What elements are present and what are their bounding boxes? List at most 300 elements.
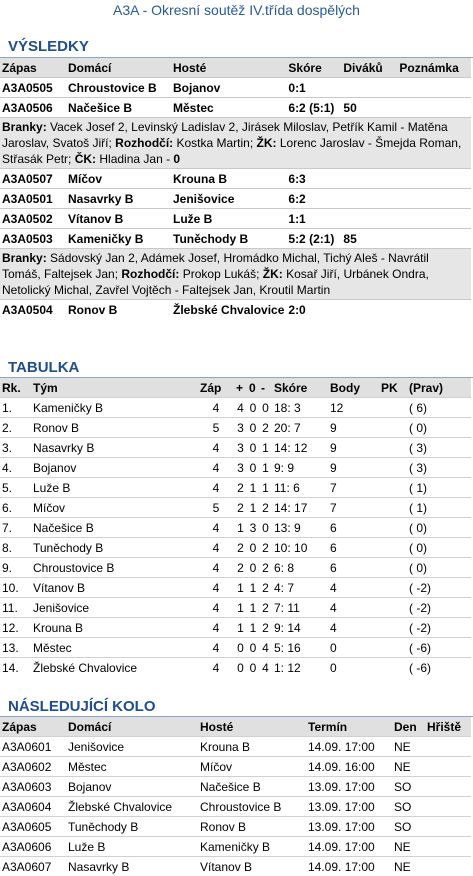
match-spectators [341,189,397,209]
standings-played: 4 [198,518,234,538]
detail-text: Sádovský Jan 2, Adámek Josef, Hromádko Michal, Tichý Aleš - Navrátil Tomáš, Faltejsek Jan; [2,251,429,281]
standings-losses: 1 [259,438,272,458]
standings-played: 4 [198,478,234,498]
standings-goals: 10: 10 [272,538,328,558]
standings-wins: 2 [234,538,247,558]
standings-played: 4 [198,398,234,418]
detail-label: ČK: [75,152,96,166]
standings-team: Luže B [31,478,198,498]
standings-pk [379,558,407,578]
match-home: Vítanov B [66,209,171,229]
column-header: Hřiště [425,717,471,737]
standings-row [0,578,471,598]
results-heading: VÝSLEDKY [8,38,89,55]
fixture-id: A3A0602 [0,757,66,777]
column-header: Hosté [198,717,306,737]
standings-pk [379,538,407,558]
standings-losses: 2 [259,598,272,618]
standings-pk [379,598,407,618]
standings-pk [379,578,407,598]
standings-draws: 0 [247,658,259,678]
fixture-row [0,737,471,757]
standings-losses: 1 [259,478,272,498]
detail-text: Prokop Lukáš; [179,267,262,281]
standings-points: 4 [328,578,379,598]
standings-wins: 2 [234,478,247,498]
standings-team: Vítanov B [31,578,198,598]
detail-label: ŽK: [257,136,277,150]
standings-played: 4 [198,658,234,678]
column-header: Termín [306,717,392,737]
column-header: Skóre [272,378,328,398]
match-spectators [341,209,397,229]
match-note [397,98,471,118]
standings-played: 4 [198,638,234,658]
standings-row [0,498,471,518]
standings-row [0,638,471,658]
fixture-date: 14.09. 16:00 [306,757,392,777]
standings-played: 4 [198,538,234,558]
fixture-day: SO [392,777,425,797]
match-away: Luže B [171,209,286,229]
standings-points: 9 [328,418,379,438]
standings-points: 7 [328,498,379,518]
standings-team: Jenišovice [31,598,198,618]
match-id: A3A0501 [0,189,66,209]
column-header: Skóre [286,58,341,78]
match-score: 6:2 (5:1) [286,98,341,118]
standings-goals: 5: 16 [272,638,328,658]
standings-row [0,538,471,558]
standings-wins: 0 [234,658,247,678]
column-header: (Prav) [407,378,471,398]
standings-adjust: ( 3) [407,458,471,478]
match-note [397,300,471,320]
standings-points: 9 [328,458,379,478]
standings-draws: 0 [247,538,259,558]
match-details [0,118,471,169]
next-round-heading: NÁSLEDUJÍCÍ KOLO [8,698,156,715]
standings-draws: 0 [247,638,259,658]
standings-rank: 10. [0,578,31,598]
standings-points: 9 [328,438,379,458]
standings-losses: 1 [259,458,272,478]
fixture-row [0,757,471,777]
fixture-venue [425,817,471,837]
standings-adjust: ( 1) [407,498,471,518]
standings-losses: 2 [259,578,272,598]
match-home: Načešice B [66,98,171,118]
standings-row [0,478,471,498]
standings-adjust: ( -6) [407,658,471,678]
standings-goals: 9: 14 [272,618,328,638]
standings-table [0,378,471,677]
standings-team: Bojanov [31,458,198,478]
column-header: Domácí [66,58,171,78]
standings-pk [379,418,407,438]
detail-label: 0 [173,152,180,166]
fixture-date: 13.09. 17:00 [306,817,392,837]
fixture-home: Městec [66,757,198,777]
match-spectators: 85 [341,229,397,249]
standings-played: 4 [198,578,234,598]
match-id: A3A0504 [0,300,66,320]
match-home: Chroustovice B [66,78,171,98]
match-row [0,300,471,320]
standings-goals: 6: 8 [272,558,328,578]
standings-adjust: ( 3) [407,438,471,458]
standings-points: 4 [328,618,379,638]
results-header-row [0,58,471,78]
standings-pk [379,458,407,478]
standings-pk [379,658,407,678]
standings-rank: 9. [0,558,31,578]
fixture-row [0,777,471,797]
standings-adjust: ( 0) [407,558,471,578]
standings-losses: 0 [259,518,272,538]
fixture-venue [425,837,471,857]
match-note [397,189,471,209]
standings-played: 4 [198,438,234,458]
standings-points: 12 [328,398,379,418]
standings-wins: 3 [234,458,247,478]
standings-rank: 13. [0,638,31,658]
standings-points: 4 [328,598,379,618]
standings-pk [379,638,407,658]
fixture-row [0,797,471,817]
standings-adjust: ( 0) [407,518,471,538]
match-note [397,209,471,229]
column-header: Poznámka [397,58,471,78]
detail-text: Lorenc Jaroslav - Šmejda Roman, Střasák Petr; [2,136,461,166]
standings-goals: 7: 11 [272,598,328,618]
standings-goals: 14: 12 [272,438,328,458]
fixture-away: Ronov B [198,817,306,837]
fixture-home: Luže B [66,837,198,857]
fixture-id: A3A0606 [0,837,66,857]
fixture-venue [425,797,471,817]
column-header: Domácí [66,717,198,737]
match-row [0,169,471,189]
match-note [397,169,471,189]
standings-team: Městec [31,638,198,658]
standings-row [0,418,471,438]
column-header: Rk. [0,378,31,398]
match-spectators: 50 [341,98,397,118]
standings-played: 4 [198,598,234,618]
fixture-venue [425,777,471,797]
detail-label: Rozhodčí: [115,136,173,150]
fixture-row [0,817,471,837]
results-table [0,58,471,319]
standings-row [0,398,471,418]
standings-pk [379,398,407,418]
standings-wins: 1 [234,578,247,598]
standings-pk [379,618,407,638]
standings-played: 4 [198,458,234,478]
standings-wins: 3 [234,418,247,438]
standings-adjust: ( 6) [407,398,471,418]
fixture-home: Nasavrky B [66,857,198,876]
standings-played: 4 [198,558,234,578]
fixture-away: Kameničky B [198,837,306,857]
standings-header-row [0,378,471,398]
standings-draws: 1 [247,478,259,498]
match-score: 2:0 [286,300,341,320]
standings-draws: 1 [247,598,259,618]
match-details-row [0,118,471,169]
standings-draws: 1 [247,498,259,518]
match-score: 5:2 (2:1) [286,229,341,249]
match-note [397,229,471,249]
standings-adjust: ( -2) [407,598,471,618]
match-home: Nasavrky B [66,189,171,209]
match-away: Jenišovice [171,189,286,209]
match-score: 6:3 [286,169,341,189]
fixture-home: Bojanov [66,777,198,797]
standings-goals: 18: 3 [272,398,328,418]
column-header: Diváků [341,58,397,78]
standings-row [0,458,471,478]
standings-adjust: ( 0) [407,538,471,558]
standings-pk [379,498,407,518]
fixture-day: SO [392,817,425,837]
match-id: A3A0502 [0,209,66,229]
fixture-day: NE [392,757,425,777]
column-header: Body [328,378,379,398]
fixture-venue [425,737,471,757]
fixture-venue [425,757,471,777]
standings-adjust: ( -2) [407,578,471,598]
standings-goals: 20: 7 [272,418,328,438]
standings-played: 5 [198,498,234,518]
match-home: Ronov B [66,300,171,320]
standings-wins: 1 [234,518,247,538]
match-row [0,229,471,249]
column-header: 0 [247,378,259,398]
standings-wins: 4 [234,398,247,418]
column-header: Zápas [0,58,66,78]
standings-goals: 11: 6 [272,478,328,498]
standings-wins: 3 [234,438,247,458]
standings-rank: 11. [0,598,31,618]
match-id: A3A0503 [0,229,66,249]
standings-points: 0 [328,658,379,678]
fixture-id: A3A0603 [0,777,66,797]
match-spectators [341,169,397,189]
standings-team: Nasavrky B [31,438,198,458]
fixture-date: 14.09. 17:00 [306,737,392,757]
match-id: A3A0507 [0,169,66,189]
standings-wins: 2 [234,558,247,578]
standings-rank: 8. [0,538,31,558]
standings-points: 6 [328,538,379,558]
standings-team: Tuněchody B [31,538,198,558]
detail-label: Rozhodčí: [121,267,179,281]
fixture-day: SO [392,797,425,817]
match-away: Tuněchody B [171,229,286,249]
standings-goals: 9: 9 [272,458,328,478]
fixture-id: A3A0604 [0,797,66,817]
standings-losses: 4 [259,658,272,678]
fixture-date: 14.09. 17:00 [306,837,392,857]
match-away: Krouna B [171,169,286,189]
standings-wins: 2 [234,498,247,518]
detail-text: Hladina Jan - [96,152,173,166]
match-score: 0:1 [286,78,341,98]
standings-row [0,518,471,538]
standings-rank: 14. [0,658,31,678]
standings-pk [379,478,407,498]
match-away: Bojanov [171,78,286,98]
match-id: A3A0505 [0,78,66,98]
detail-label: ŽK: [263,267,283,281]
next-round-header-row [0,717,471,737]
standings-heading: TABULKA [8,359,79,376]
fixture-date: 13.09. 17:00 [306,797,392,817]
standings-rank: 7. [0,518,31,538]
standings-team: Kameničky B [31,398,198,418]
standings-team: Krouna B [31,618,198,638]
fixture-home: Tuněchody B [66,817,198,837]
column-header: + [234,378,247,398]
standings-rank: 12. [0,618,31,638]
detail-label: Branky: [2,120,47,134]
standings-played: 4 [198,618,234,638]
standings-losses: 4 [259,638,272,658]
match-score: 1:1 [286,209,341,229]
standings-draws: 0 [247,438,259,458]
standings-pk [379,518,407,538]
fixture-row [0,857,471,876]
match-home: Míčov [66,169,171,189]
fixture-venue [425,857,471,876]
match-details [0,249,471,300]
standings-rank: 6. [0,498,31,518]
standings-adjust: ( 0) [407,418,471,438]
standings-goals: 14: 17 [272,498,328,518]
match-score: 6:2 [286,189,341,209]
page-title: A3A - Okresní soutěž IV.třída dospělých [0,2,473,18]
standings-adjust: ( -6) [407,638,471,658]
standings-row [0,598,471,618]
column-header: - [259,378,272,398]
match-row [0,98,471,118]
fixture-row [0,837,471,857]
standings-wins: 1 [234,618,247,638]
match-row [0,189,471,209]
standings-wins: 1 [234,598,247,618]
fixture-date: 14.09. 17:00 [306,857,392,876]
standings-losses: 2 [259,618,272,638]
fixture-home: Jenišovice [66,737,198,757]
fixture-day: NE [392,857,425,876]
standings-draws: 0 [247,458,259,478]
standings-points: 6 [328,518,379,538]
standings-goals: 1: 12 [272,658,328,678]
standings-draws: 3 [247,518,259,538]
standings-goals: 4: 7 [272,578,328,598]
standings-rank: 4. [0,458,31,478]
detail-text: Kostka Martin; [173,136,256,150]
standings-draws: 0 [247,398,259,418]
column-header: Zápas [0,717,66,737]
detail-label: Branky: [2,251,47,265]
detail-text: Vacek Josef 2, Levinský Ladislav 2, Jirásek Miloslav, Petřík Kamil - Matěna Jaroslav, Svatoš Jiří; [2,120,448,150]
fixture-day: NE [392,837,425,857]
standings-rank: 5. [0,478,31,498]
standings-draws: 0 [247,418,259,438]
standings-rank: 2. [0,418,31,438]
standings-row [0,558,471,578]
standings-losses: 2 [259,498,272,518]
next-round-table [0,717,471,876]
match-away: Městec [171,98,286,118]
fixture-id: A3A0605 [0,817,66,837]
match-row [0,209,471,229]
fixture-id: A3A0607 [0,857,66,876]
standings-rank: 3. [0,438,31,458]
standings-team: Žlebské Chvalovice [31,658,198,678]
fixture-date: 13.09. 17:00 [306,777,392,797]
match-note [397,78,471,98]
standings-draws: 1 [247,578,259,598]
match-spectators [341,300,397,320]
match-id: A3A0506 [0,98,66,118]
standings-adjust: ( 1) [407,478,471,498]
fixture-id: A3A0601 [0,737,66,757]
standings-points: 0 [328,638,379,658]
standings-team: Míčov [31,498,198,518]
match-home: Kameničky B [66,229,171,249]
standings-goals: 13: 9 [272,518,328,538]
match-row [0,78,471,98]
fixture-away: Míčov [198,757,306,777]
standings-played: 5 [198,418,234,438]
standings-draws: 0 [247,558,259,578]
standings-losses: 2 [259,418,272,438]
fixture-away: Načešice B [198,777,306,797]
column-header: Tým [31,378,198,398]
standings-rank: 1. [0,398,31,418]
match-spectators [341,78,397,98]
standings-row [0,658,471,678]
standings-losses: 0 [259,398,272,418]
standings-losses: 2 [259,538,272,558]
column-header: Den [392,717,425,737]
standings-points: 7 [328,478,379,498]
fixture-away: Chroustovice B [198,797,306,817]
standings-row [0,618,471,638]
fixture-home: Žlebské Chvalovice [66,797,198,817]
detail-text: Kosař Jiří, Urbánek Ondra, Netolický Michal, Zavřel Vojtěch - Faltejsek Jan, Kroutil Martin [2,267,429,297]
standings-team: Načešice B [31,518,198,538]
fixture-day: NE [392,737,425,757]
fixture-away: Krouna B [198,737,306,757]
match-details-row [0,249,471,300]
standings-team: Ronov B [31,418,198,438]
standings-adjust: ( -2) [407,618,471,638]
match-away: Žlebské Chvalovice [171,300,286,320]
standings-row [0,438,471,458]
column-header: Hosté [171,58,286,78]
standings-losses: 2 [259,558,272,578]
column-header: Záp [198,378,234,398]
fixture-away: Vítanov B [198,857,306,876]
column-header: PK [379,378,407,398]
standings-wins: 0 [234,638,247,658]
standings-points: 6 [328,558,379,578]
